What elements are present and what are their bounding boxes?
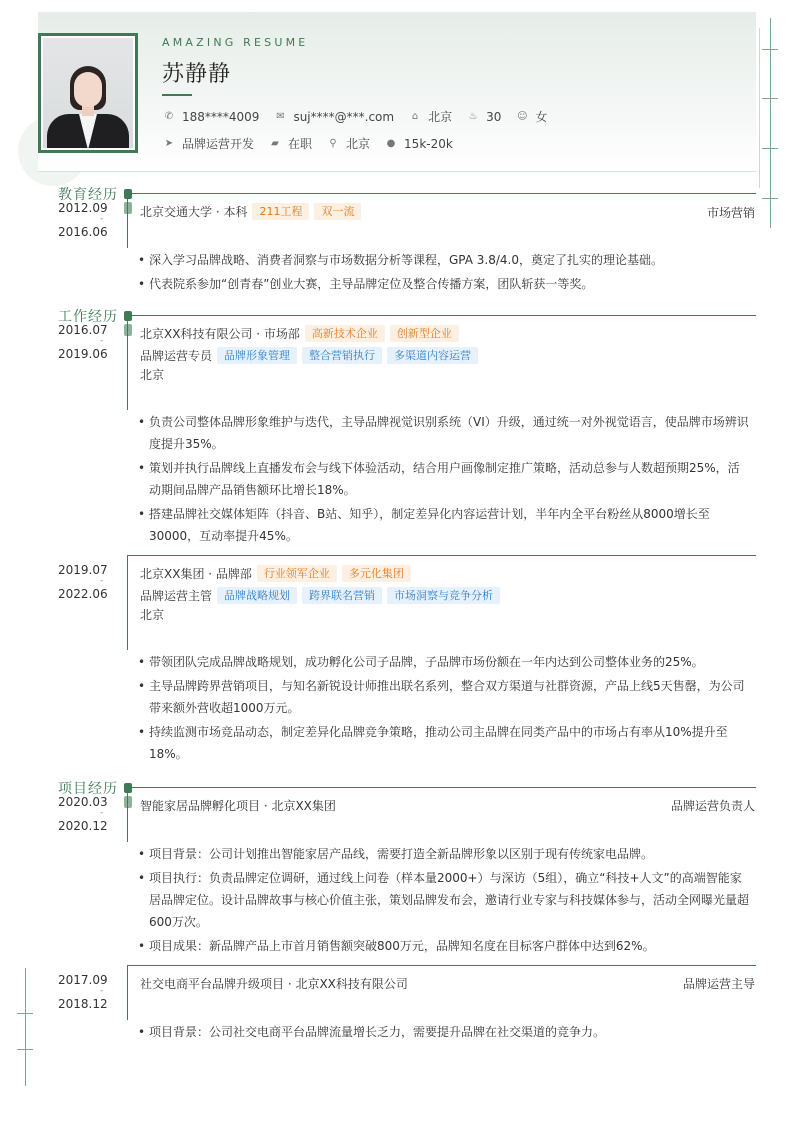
- major: 市场营销: [706, 206, 755, 220]
- candidate-name: 苏静静: [162, 62, 232, 87]
- school-tag: 211工程: [252, 203, 309, 220]
- job-role: 品牌运营专员: [140, 349, 213, 363]
- phone-icon: ✆: [164, 111, 174, 122]
- mail-icon: ✉: [276, 111, 285, 122]
- decorative-tick: [17, 1049, 33, 1050]
- list-item: • 主导品牌跨界营销项目，与知名新锐设计师推出联名系列，整合双方渠道与社群资源，产品上线5天售罄，为公司带来额外营收超1000万元。: [138, 675, 750, 719]
- school-tag: 双一流: [314, 203, 361, 220]
- smile-icon: ☺: [517, 111, 528, 122]
- job-start-date: 2019.07: [58, 563, 108, 577]
- section-divider: [124, 193, 756, 194]
- list-item: • 项目背景：公司社交电商平台品牌流量增长乏力，需要提升品牌在社交渠道的竞争力。: [138, 1021, 750, 1043]
- job-end-date: 2022.06: [58, 587, 108, 601]
- project-name: 智能家居品牌孵化项目 · 北京XX集团: [140, 799, 336, 813]
- list-item: • 搭建品牌社交媒体矩阵（抖音、B站、知乎），制定差异化内容运营计划，半年内全平台粉丝从8000增长至30000，互动率提升45%。: [138, 503, 750, 547]
- company-tag: 多元化集团: [342, 565, 411, 582]
- list-item: • 带领团队完成品牌战略规划，成功孵化公司子品牌，子品牌市场份额在一年内达到公司整体业务的25%。: [138, 651, 750, 673]
- timeline-node: [124, 202, 132, 214]
- role-info: [140, 347, 478, 364]
- school-info: [140, 203, 361, 220]
- project-end-date: 2020.12: [58, 819, 108, 833]
- project-start-date: 2020.03: [58, 795, 108, 809]
- timeline-line: [127, 198, 128, 248]
- list-item: • 持续监测市场竞品动态，制定差异化品牌竞争策略，推动公司主品牌在同类产品中的市场占有率从10%提升至18%。: [138, 721, 750, 765]
- job-intent-row: [162, 135, 467, 152]
- resume-tagline: AMAZING RESUME: [162, 36, 309, 49]
- name-underline: [162, 94, 192, 96]
- briefcase-icon: ▰: [271, 138, 279, 149]
- list-item: • 策划并执行品牌线上直播发布会与线下体验活动，结合用户画像制定推广策略，活动总参与人数超预期25%，活动期间品牌产品销售额环比增长18%。: [138, 457, 750, 501]
- job-bullet-list: [138, 411, 750, 549]
- section-title-education: 教育经历: [58, 187, 118, 203]
- decorative-tick: [762, 98, 778, 99]
- send-icon: ➤: [164, 138, 174, 149]
- project-name: 社交电商平台品牌升级项目 · 北京XX科技有限公司: [140, 977, 408, 991]
- target-position: 品牌运营开发: [182, 137, 255, 151]
- company-tag: 高新技术企业: [305, 325, 385, 342]
- coin-icon: ●: [386, 138, 396, 149]
- list-item: • 项目执行：负责品牌定位调研，通过线上问卷（样本量2000+）与深访（5组），确立“科技+人文”的高端智能家居品牌定位。设计品牌故事与核心价值主张，策划品牌发布会，邀请行业专家与科技媒体参与，活动全网曝光量超600万次。: [138, 867, 750, 933]
- target-city: 北京: [346, 137, 371, 151]
- profile-photo: [38, 33, 138, 153]
- job-city: 北京: [140, 368, 165, 382]
- section-node: [124, 311, 132, 321]
- contact-row: [162, 108, 561, 125]
- job-end-date: 2019.06: [58, 347, 108, 361]
- decorative-tick: [762, 148, 778, 149]
- list-item: • 代表院系参加“创青春”创业大赛，主导品牌定位及整合传播方案，团队斩获一等奖。: [138, 273, 750, 295]
- decorative-tick: [762, 198, 778, 199]
- list-item: • 项目背景：公司计划推出智能家居产品线，需要打造全新品牌形象以区别于现有传统家电品牌。: [138, 843, 750, 865]
- expected-salary: 15k-20k: [404, 136, 453, 151]
- role-tag: 品牌形象管理: [217, 347, 297, 364]
- edu-start-date: 2012.09: [58, 201, 108, 215]
- home-icon: ⌂: [411, 111, 419, 122]
- email-address: suj****@***.com: [293, 109, 395, 124]
- role-tag: 多渠道内容运营: [387, 347, 478, 364]
- company-tag: 行业领军企业: [257, 565, 337, 582]
- map-pin-icon: ⚲: [329, 138, 337, 149]
- date-dash: -: [100, 576, 104, 586]
- project-bullet-list: [138, 1021, 750, 1045]
- section-title-work: 工作经历: [58, 309, 118, 325]
- role-tag: 品牌战略规划: [217, 587, 297, 604]
- location: 北京: [428, 110, 453, 124]
- section-node: [124, 783, 132, 793]
- section-divider: [124, 315, 756, 316]
- timeline-line: [127, 965, 128, 1020]
- section-divider: [124, 787, 756, 788]
- phone-number: 188****4009: [182, 109, 260, 124]
- school-name: 北京交通大学 · 本科: [140, 205, 248, 219]
- timeline-line: [127, 320, 128, 410]
- company-tag: 创新型企业: [390, 325, 459, 342]
- timeline-node: [124, 796, 132, 808]
- decorative-line-left: [25, 968, 26, 1086]
- date-dash: -: [100, 214, 104, 224]
- resume-header: [38, 12, 756, 172]
- list-item: • 项目成果：新品牌产品上市首月销售额突破800万元，品牌知名度在目标客户群体中达到62%。: [138, 935, 750, 957]
- decorative-tick: [17, 1013, 33, 1014]
- section-node: [124, 189, 132, 199]
- age: 30: [486, 109, 502, 124]
- job-city: 北京: [140, 608, 165, 622]
- company-name: 北京XX集团 · 品牌部: [140, 567, 252, 581]
- role-tag: 市场洞察与竞争分析: [387, 587, 500, 604]
- entry-divider: [127, 555, 756, 556]
- project-role: 品牌运营主导: [682, 977, 755, 991]
- decorative-tick: [762, 49, 778, 50]
- job-role: 品牌运营主管: [140, 589, 213, 603]
- company-info: [140, 565, 411, 582]
- entry-divider: [127, 965, 756, 966]
- edu-bullet-list: [138, 249, 750, 297]
- project-end-date: 2018.12: [58, 997, 108, 1011]
- job-start-date: 2016.07: [58, 323, 108, 337]
- project-bullet-list: [138, 843, 750, 959]
- employment-status: 在职: [288, 137, 313, 151]
- date-dash: -: [100, 808, 104, 818]
- gender: 女: [535, 110, 548, 124]
- date-dash: -: [100, 986, 104, 996]
- list-item: • 负责公司整体品牌形象维护与迭代，主导品牌视觉识别系统（VI）升级，通过统一对外视觉语言，使品牌市场辨识度提升35%。: [138, 411, 750, 455]
- job-bullet-list: [138, 651, 750, 767]
- timeline-node: [124, 324, 132, 336]
- edu-end-date: 2016.06: [58, 225, 108, 239]
- timeline-line: [127, 555, 128, 650]
- role-tag: 跨界联名营销: [302, 587, 382, 604]
- company-name: 北京XX科技有限公司 · 市场部: [140, 327, 300, 341]
- list-item: • 深入学习品牌战略、消费者洞察与市场数据分析等课程，GPA 3.8/4.0，奠定了扎实的理论基础。: [138, 249, 750, 271]
- role-tag: 整合营销执行: [302, 347, 382, 364]
- role-info: [140, 587, 500, 604]
- decorative-line-right-inner: [759, 28, 760, 188]
- project-start-date: 2017.09: [58, 973, 108, 987]
- date-dash: -: [100, 336, 104, 346]
- section-title-projects: 项目经历: [58, 781, 118, 797]
- cake-icon: ♨: [468, 111, 478, 122]
- project-role: 品牌运营负责人: [670, 799, 755, 813]
- company-info: [140, 325, 459, 342]
- timeline-line: [127, 792, 128, 842]
